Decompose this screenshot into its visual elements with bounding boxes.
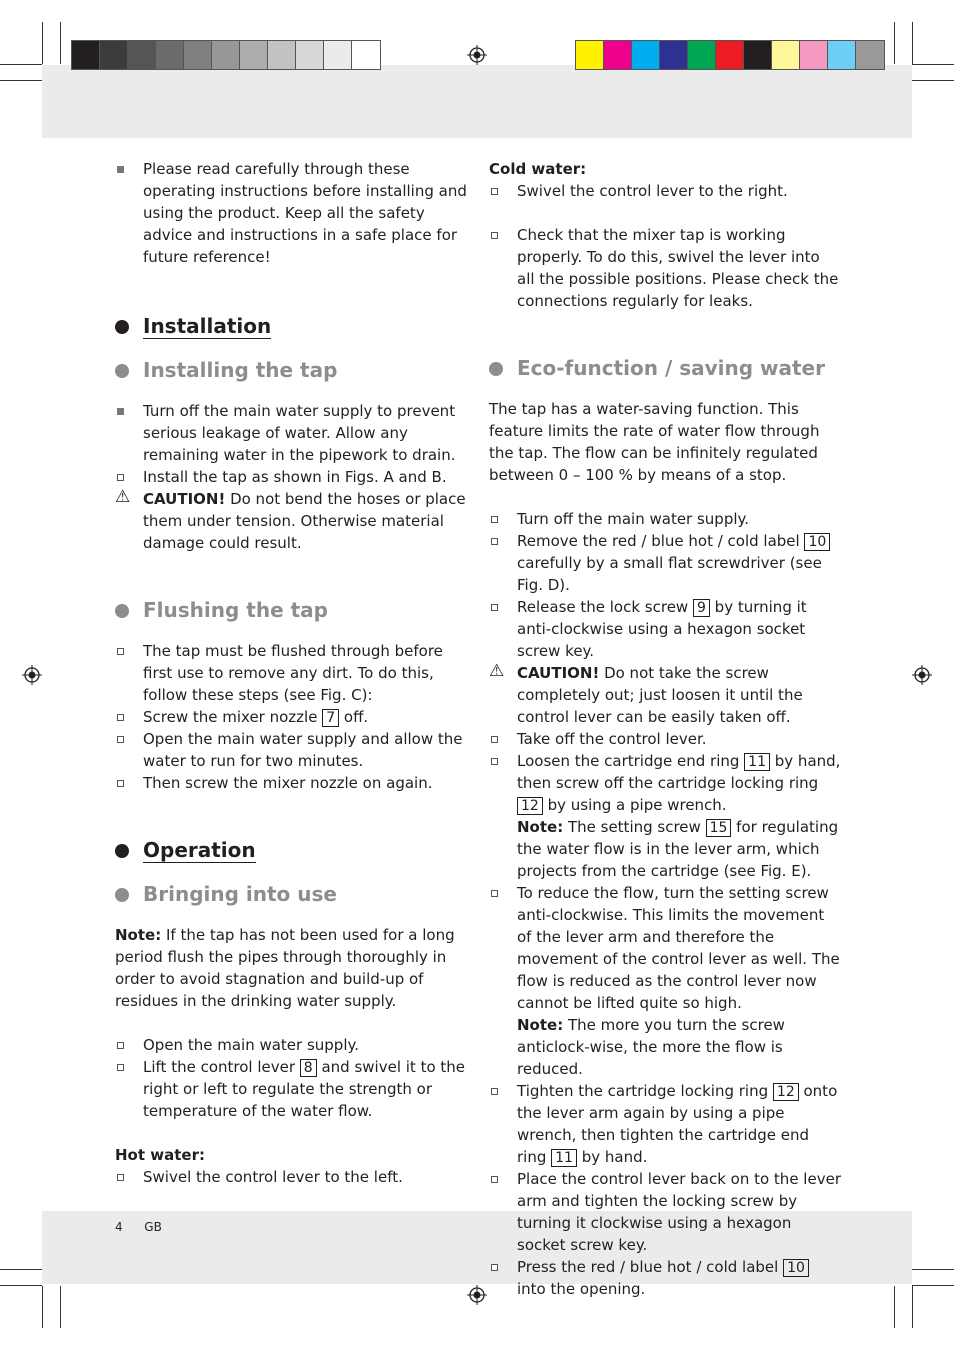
crop-mark (912, 1286, 913, 1328)
cold-water-step: Swivel the control lever to the right. (489, 180, 841, 202)
hot-water-step: Swivel the control lever to the left. (115, 1166, 467, 1188)
crop-mark (0, 1285, 42, 1286)
crop-mark (912, 1285, 954, 1286)
eco-step-2: Remove the red / blue hot / cold label 10 carefully by a small flat screwdriver (see Fig. D). (489, 530, 841, 596)
color-swatch (716, 41, 744, 69)
crop-mark (0, 1269, 42, 1270)
part-number: 10 (804, 533, 830, 551)
intro-text: Please read carefully through these operating instructions before installing and using the product. Keep all the safety advice and instructions in a safe place for future reference! (115, 158, 467, 268)
color-swatch (212, 41, 240, 69)
use-step-1: Open the main water supply. (115, 1034, 467, 1056)
process-color-bar (575, 40, 885, 70)
color-swatch (800, 41, 828, 69)
color-swatch (268, 41, 296, 69)
color-swatch (660, 41, 688, 69)
eco-step-8: Place the control lever back on to the lever arm and tighten the locking screw by turning it clockwise using a hexagon socket screw key. (489, 1168, 841, 1256)
eco-step-3: Release the lock screw 9 by turning it anti-clockwise using a hexagon socket screw key. (489, 596, 841, 662)
color-swatch (856, 41, 884, 69)
registration-mark-icon (912, 665, 932, 685)
flush-step-2: Screw the mixer nozzle 7 off. (115, 706, 467, 728)
language-code: GB (144, 1220, 162, 1234)
crop-mark (42, 22, 43, 64)
crop-mark (0, 64, 42, 65)
section-title-installation: Installation (115, 312, 467, 340)
color-swatch (828, 41, 856, 69)
part-number: 10 (783, 1259, 809, 1277)
flush-step-4: Then screw the mixer nozzle on again. (115, 772, 467, 794)
page-number: 4 (115, 1220, 123, 1234)
warning-triangle-icon: ⚠ (115, 487, 131, 507)
subsection-title-flushing: Flushing the tap (115, 596, 467, 624)
right-column (489, 158, 841, 1300)
section-title-operation: Operation (115, 836, 467, 864)
use-step-2: Lift the control lever 8 and swivel it to the right or left to regulate the strength or temperature of the water flow. (115, 1056, 467, 1122)
warning-triangle-icon: ⚠ (489, 661, 505, 681)
part-number: 7 (322, 709, 339, 727)
color-swatch (744, 41, 772, 69)
crop-mark (42, 1286, 43, 1328)
header-band (42, 65, 912, 138)
eco-step-5: Loosen the cartridge end ring 11 by hand, then screw off the cartridge locking ring 12 by using a pipe wrench. Note: The setting screw 15 for regulating the water flow is in the lever arm, which projects from the cartridge (see Fig. E). (489, 750, 841, 882)
install-step-1: Turn off the main water supply to prevent serious leakage of water. Allow any remaining water in the pipework to drain. (115, 400, 467, 466)
crop-mark (0, 80, 42, 81)
color-swatch (324, 41, 352, 69)
part-number: 8 (300, 1059, 317, 1077)
caution-note: ⚠ CAUTION! Do not take the screw completely out; just loosen it until the control lever can be easily taken off. (489, 661, 803, 726)
part-number: 15 (706, 819, 732, 837)
gray-color-bar (71, 40, 381, 70)
subsection-title-installing-tap: Installing the tap (115, 356, 467, 384)
registration-mark-icon (22, 665, 42, 685)
color-swatch (352, 41, 380, 69)
flush-step-1: The tap must be flushed through before first use to remove any dirt. To do this, follow these steps (see Fig. C): (115, 640, 467, 706)
hot-water-title: Hot water: (115, 1146, 205, 1164)
crop-mark (60, 22, 61, 64)
color-swatch (156, 41, 184, 69)
subsection-title-bringing-into-use: Bringing into use (115, 880, 467, 908)
eco-step-9: Press the red / blue hot / cold label 10 into the opening. (489, 1256, 841, 1300)
flush-step-3: Open the main water supply and allow the water to run for two minutes. (115, 728, 467, 772)
color-swatch (688, 41, 716, 69)
color-swatch (296, 41, 324, 69)
part-number: 11 (551, 1149, 577, 1167)
subsection-title-eco-function: Eco-function / saving water (489, 354, 841, 382)
cold-water-title: Cold water: (489, 160, 587, 178)
crop-mark (912, 64, 954, 65)
color-swatch (128, 41, 156, 69)
crop-mark (912, 22, 913, 64)
page-footer (115, 1220, 162, 1234)
color-swatch (184, 41, 212, 69)
part-number: 12 (517, 797, 543, 815)
eco-step-7: Tighten the cartridge locking ring 12 onto the lever arm again by using a pipe wrench, then tighten the cartridge end ring 11 by hand. (489, 1080, 841, 1168)
part-number: 9 (693, 599, 710, 617)
install-step-2: Install the tap as shown in Figs. A and B. (115, 466, 467, 488)
color-swatch (604, 41, 632, 69)
caution-note: ⚠ CAUTION! Do not bend the hoses or place them under tension. Otherwise material damage could result. (115, 487, 466, 552)
part-number: 11 (744, 753, 770, 771)
eco-intro: The tap has a water-saving function. This feature limits the rate of water flow through the tap. The flow can be infinitely regulated between 0 – 100 % by means of a stop. (489, 400, 820, 484)
crop-mark (894, 1286, 895, 1328)
crop-mark (912, 1269, 954, 1270)
crop-mark (912, 80, 954, 81)
eco-step-1: Turn off the main water supply. (489, 508, 841, 530)
color-swatch (240, 41, 268, 69)
eco-step-4: Take off the control lever. (489, 728, 841, 750)
color-swatch (100, 41, 128, 69)
color-swatch (72, 41, 100, 69)
crop-mark (60, 1286, 61, 1328)
eco-step-6: To reduce the flow, turn the setting screw anti-clockwise. This limits the movement of the lever arm and therefore the movement of the control lever as well. The flow is reduced as the control lever now cannot be lifted quite so high. Note: The more you turn the screw anticlock-wise, the more the flow is reduced. (489, 882, 841, 1080)
left-column (115, 158, 467, 1188)
color-swatch (576, 41, 604, 69)
note-text: Note: If the tap has not been used for a long period flush the pipes through thoroughly in order to avoid stagnation and build-up of residues in the drinking water supply. (115, 926, 455, 1010)
check-step: Check that the mixer tap is working properly. To do this, swivel the lever into all the possible positions. Please check the connections regularly for leaks. (489, 224, 841, 312)
registration-mark-icon (467, 45, 487, 65)
crop-mark (894, 22, 895, 64)
color-swatch (772, 41, 800, 69)
registration-mark-icon (467, 1285, 487, 1305)
part-number: 12 (773, 1083, 799, 1101)
color-swatch (632, 41, 660, 69)
